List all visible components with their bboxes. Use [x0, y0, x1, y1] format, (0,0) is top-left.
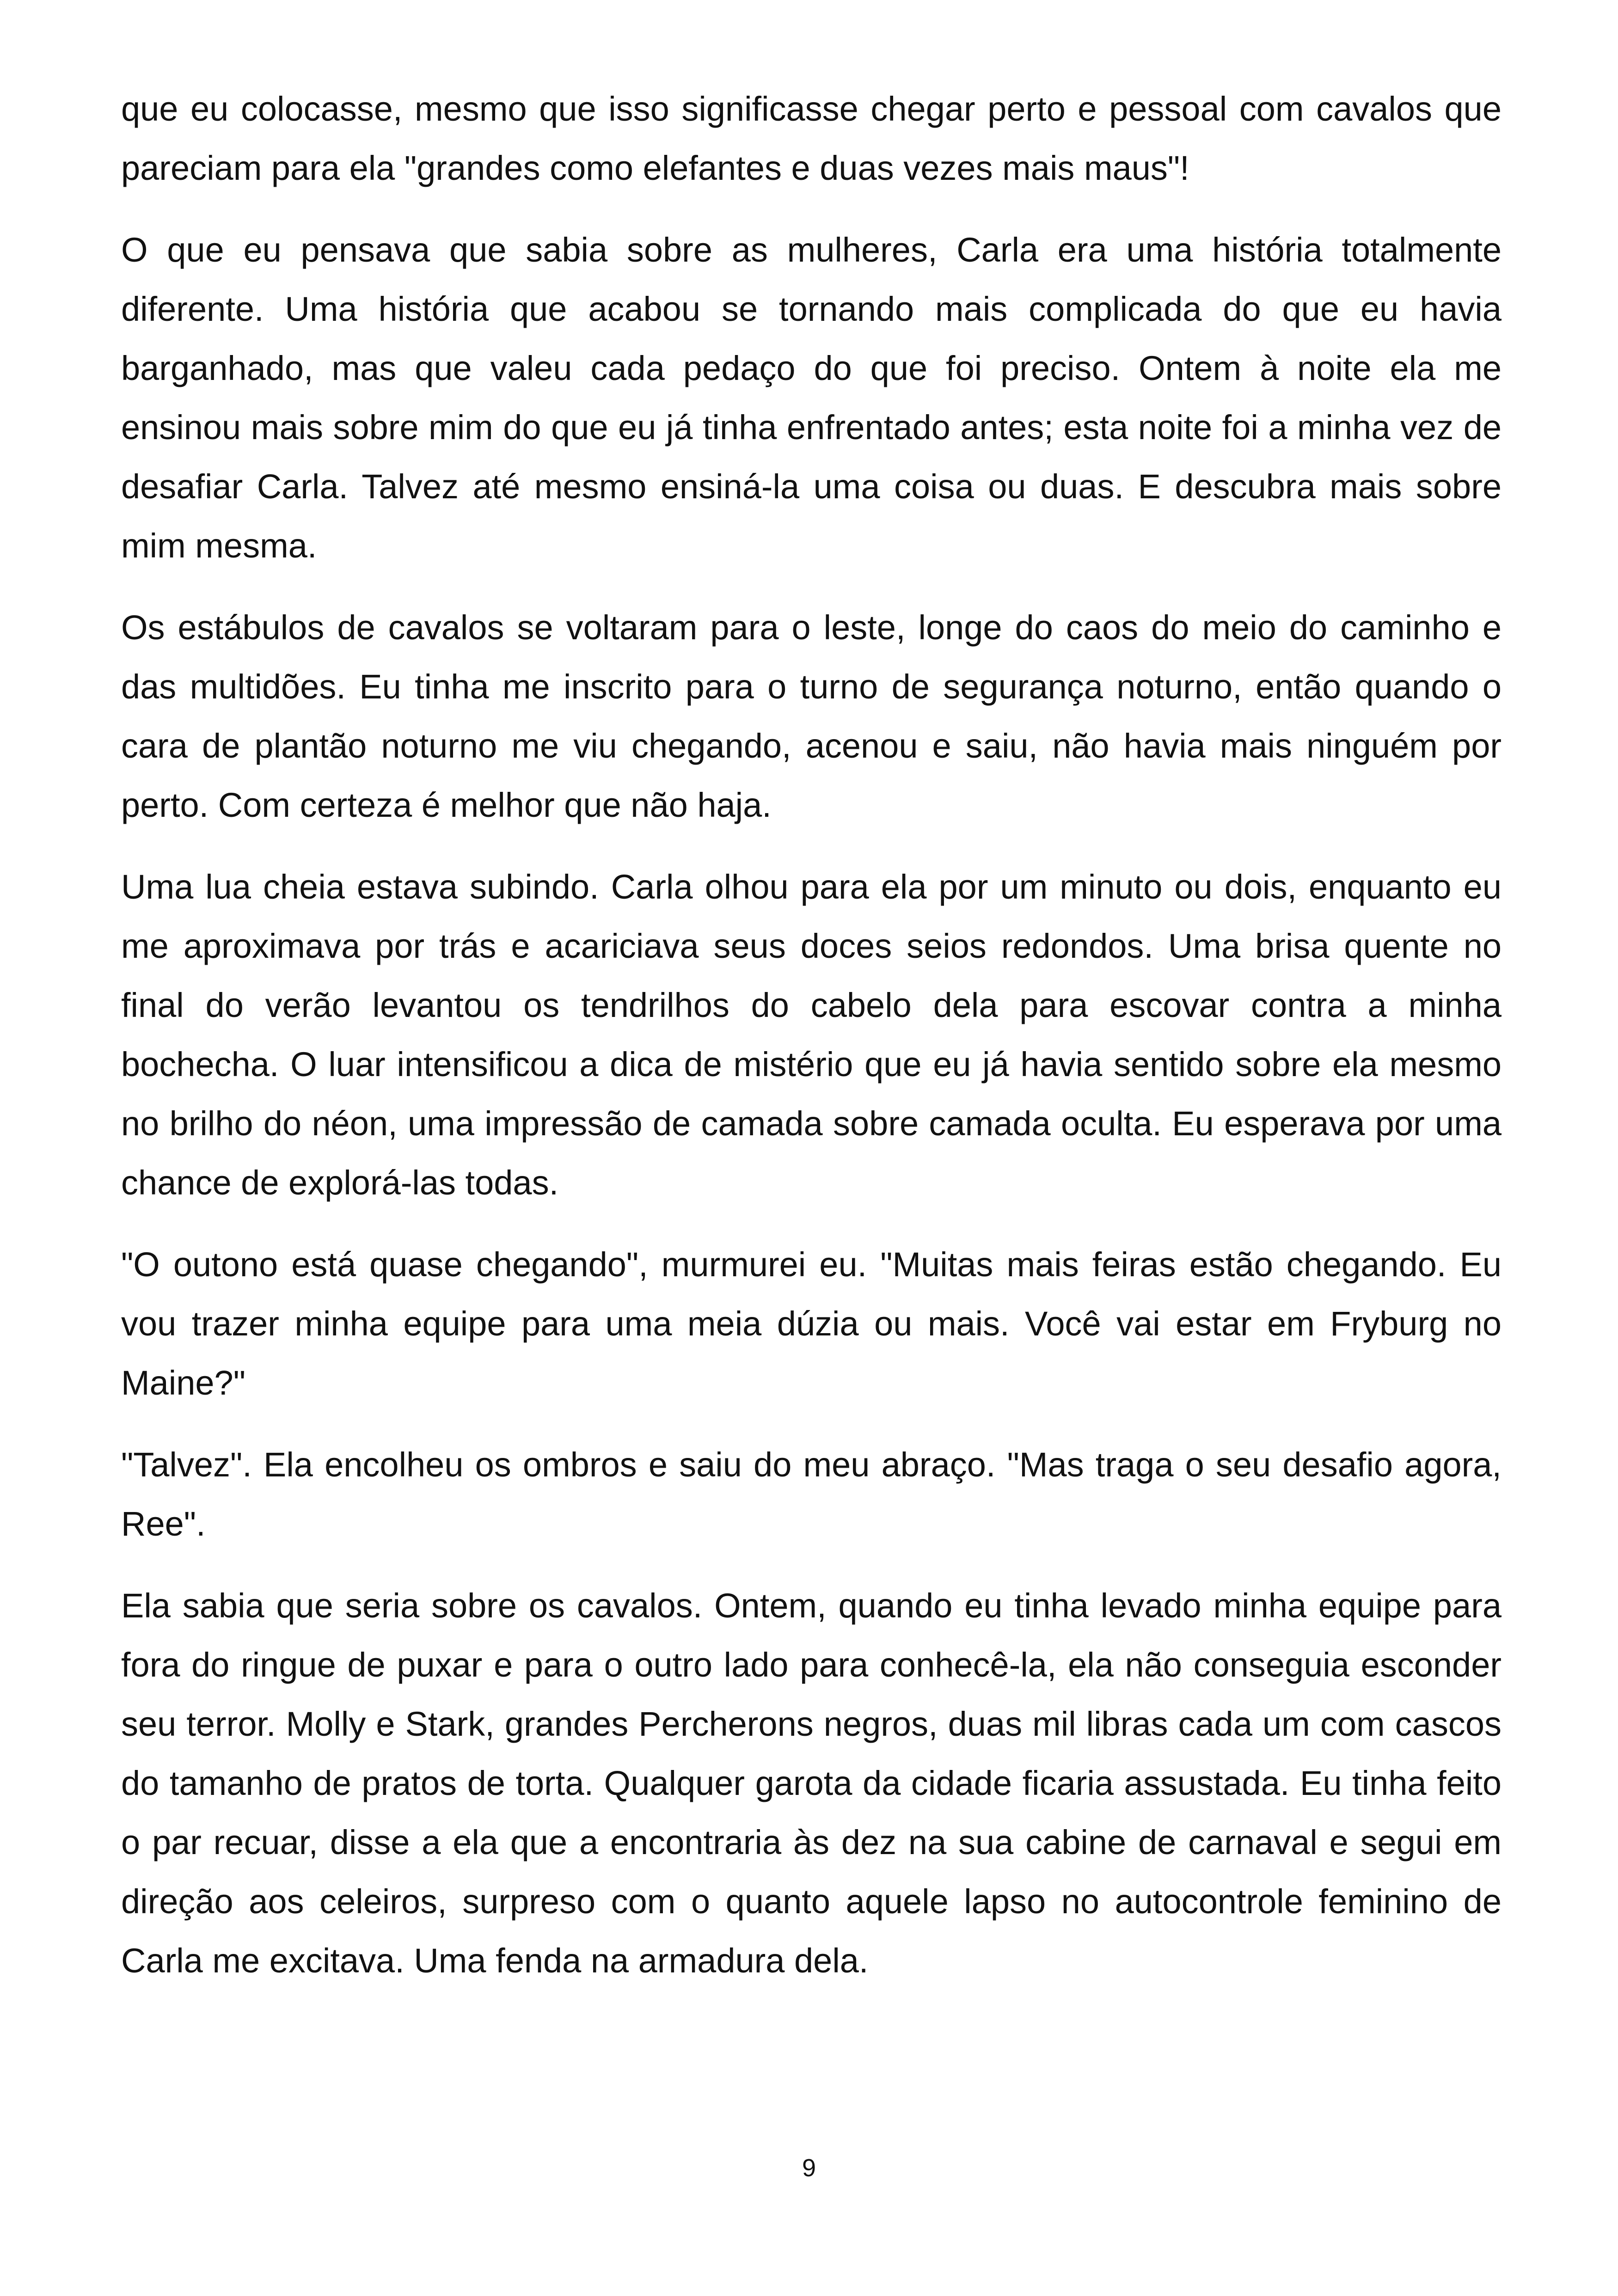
page-number: 9 [802, 2154, 816, 2182]
paragraph-7: Ela sabia que seria sobre os cavalos. Ontem, quando eu tinha levado minha equipe para fora do ringue de puxar e para o outro lado para conhecê-la, ela não conseguia esconder seu terror. Molly e Stark, grandes Percherons negros, duas mil libras cada um com cascos do tamanho de pratos de torta. Qualquer garota da cidade ficaria assustada. Eu tinha feito o par recuar, disse a ela que a encontraria às dez na sua cabine de carnaval e segui em direção aos celeiros, surpreso com o quanto aquele lapso no autocontrole feminino de Carla me excitava. Uma fenda na armadura dela. [121, 1586, 1502, 1980]
paragraph-5: "O outono está quase chegando", murmurei eu. "Muitas mais feiras estão chegando. Eu vou trazer minha equipe para uma meia dúzia ou mais. Você vai estar em Fryburg no Maine?" [121, 1245, 1502, 1402]
document-body [121, 80, 1502, 2013]
paragraph-4: Uma lua cheia estava subindo. Carla olhou para ela por um minuto ou dois, enquanto eu me aproximava por trás e acariciava seus doces seios redondos. Uma brisa quente no final do verão levantou os tendrilhos do cabelo dela para escovar contra a minha bochecha. O luar intensificou a dica de mistério que eu já havia sentido sobre ela mesmo no brilho do néon, uma impressão de camada sobre camada oculta. Eu esperava por uma chance de explorá-las todas. [121, 868, 1502, 1202]
paragraph-6: "Talvez". Ela encolheu os ombros e saiu do meu abraço. "Mas traga o seu desafio agora, Ree". [121, 1445, 1502, 1543]
paragraph-2: O que eu pensava que sabia sobre as mulheres, Carla era uma história totalmente diferente. Uma história que acabou se tornando mais complicada do que eu havia barganhado, mas que valeu cada pedaço do que foi preciso. Ontem à noite ela me ensinou mais sobre mim do que eu já tinha enfrentado antes; esta noite foi a minha vez de desafiar Carla. Talvez até mesmo ensiná-la uma coisa ou duas. E descubra mais sobre mim mesma. [121, 231, 1502, 565]
paragraph-1: que eu colocasse, mesmo que isso significasse chegar perto e pessoal com cavalos que pareciam para ela "grandes como elefantes e duas vezes mais maus"! [121, 90, 1502, 187]
paragraph-3: Os estábulos de cavalos se voltaram para o leste, longe do caos do meio do caminho e das multidões. Eu tinha me inscrito para o turno de segurança noturno, então quando o cara de plantão noturno me viu chegando, acenou e saiu, não havia mais ninguém por perto. Com certeza é melhor que não haja. [121, 608, 1502, 824]
